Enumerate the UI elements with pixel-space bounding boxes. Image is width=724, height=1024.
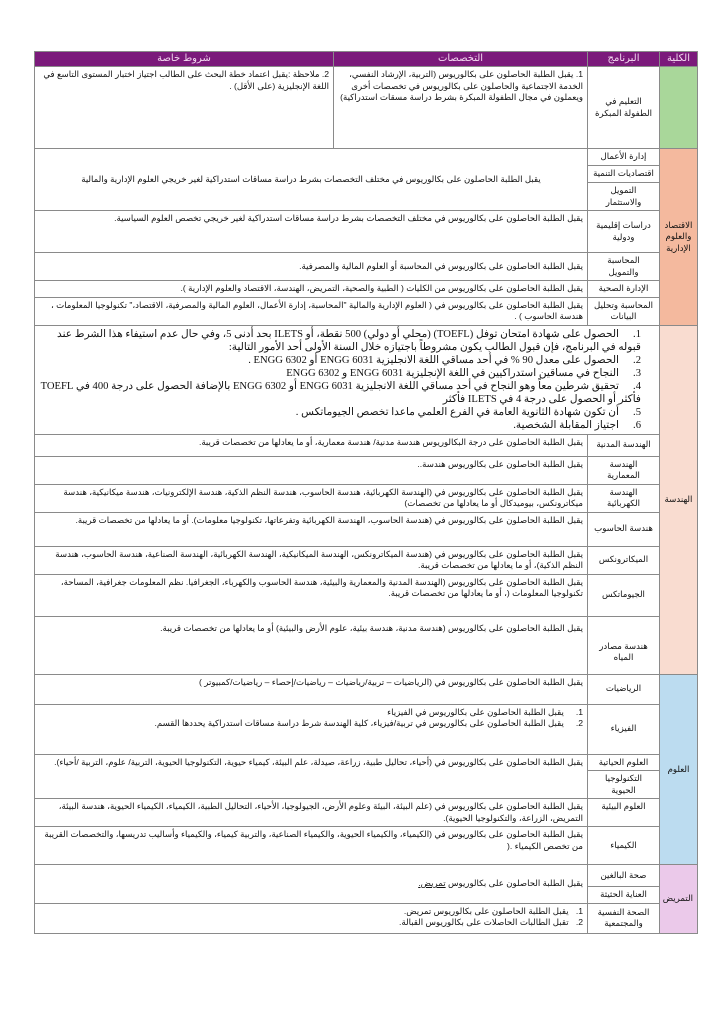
program-cell: الجيوماتكس [588,574,660,616]
general-conditions-list [39,328,655,432]
specialization-cell: يقبل الطلبة الحاصلون على بكالوريوس في ( العلوم الإدارية والمالية "المحاسبة، إدارة الأعمال، العلوم المالية والمصرفية، الاقتصاد،" تكنولوجيا المعلومات ، هندسة الحاسوب ) . [35,297,588,325]
item-number: 6. [633,419,641,431]
program-cell: الهندسة المعمارية [588,456,660,484]
header-faculty: الكلية [660,52,698,67]
program-cell: الهندسة المدنية [588,434,660,456]
table-row [35,325,698,434]
specialization-cell: يقبل الطلبة الحاصلون على بكالوريوس في (هندسة الحاسوب، الهندسة الكهربائية وتفرعاتها، تكنولوجيا معلومات). أو ما يعادلها من تخصصات قريبة. [35,512,588,546]
item-number: 1. [575,905,583,916]
program-cell: التعليم في الطفولة المبكرة [588,67,660,149]
specialization-cell [35,704,588,754]
header-special-conditions: شروط خاصة [35,52,334,67]
item-number: 1. [633,328,641,340]
program-cell: الصحة النفسية والمجتمعية [588,903,660,933]
list-item [39,380,641,406]
list-item [39,707,583,719]
item-number: 2. [633,354,641,366]
program-cell: صحة البالغين [588,865,660,887]
specialization-cell: يقبل الطلبة الحاصلون على بكالوريوس في (الكيمياء، والكيمياء الحيوية، والكيمياء الصناعية، والتربية كيمياء، والكيمياء وأساليب تدريسها، والتخصصات القريبة من تخصص الكيمياء .( [35,827,588,865]
list-item [39,906,583,918]
program-cell: إدارة الأعمال [588,149,660,166]
program-cell: المحاسبة والتمويل [588,253,660,281]
specialization-cell: يقبل الطلبة الحاصلون على بكالوريوس في مختلف التخصصات بشرط دراسة مساقات استدراكية لغير خريجي العلوم الإدارية والمالية [35,149,588,211]
table-row [35,574,698,616]
item-number: 2. [575,718,583,728]
item-number: 1. [575,706,583,717]
program-cell: التمويل والاستثمار [588,183,660,211]
specialization-cell [35,903,588,933]
item-number: 5. [633,406,641,418]
list-item [39,367,641,380]
specialization-cell: يقبل الطلبة الحاصلون على بكالوريوس (هندسة مدنية، هندسة بيئية، علوم الأرض والبيئية) أو ما يعادلها من تخصصات قريبة. [35,616,588,674]
faculty-economics-cell: الاقتصاد والعلوم الإدارية [660,149,698,326]
specialization-cell: يقبل الطلبة الحاصلون على بكالوريوس في مختلف التخصصات بشرط دراسة مساقات استدراكية لغير خريجي تخصص العلوم السياسية. [35,211,588,253]
table-row [35,253,698,281]
table-row [35,704,698,754]
table-row [35,67,698,149]
list-item [39,917,583,929]
program-cell: الكيمياء [588,827,660,865]
item-text: النجاح في مساقين استدراكيين في اللغة الإنجليزية ENGG 6031 و ENGG 6302 [286,367,619,379]
list-item [39,406,641,419]
header-specializations: التخصصات [334,52,588,67]
specialization-cell: يقبل الطلبة الحاصلون على بكالوريوس في (علم البيئة، البيئة وعلوم الأرض، الجيولوجيا، الأحياء، التحاليل الطبية، الكيمياء، الكيمياء الحيوية، هندسة البيئة، التمريض، الزراعة، والتكنولوجيا الحيوية). [35,799,588,827]
item-number: 2. [575,917,583,927]
program-cell: العلوم الحياتية [588,754,660,771]
specialization-cell: يقبل الطلبة الحاصلون على بكالوريوس (الهندسة المدنية والمعمارية والبيئية، هندسة الحاسوب والكهرباء، الجغرافيا. نظم المعلومات جغرافية، المساحة، تكنولوجيا المعلومات (، أو ما يعادلها من تخصصات قريبة. [35,574,588,616]
faculty-education-cell [660,67,698,149]
program-cell: دراسات إقليمية ودولية [588,211,660,253]
program-cell: العناية الحثيثة [588,887,660,904]
table-row [35,865,698,887]
list-item [39,328,641,354]
specialization-cell [334,67,588,149]
table-row [35,456,698,484]
faculty-sciences-cell: العلوم [660,674,698,865]
specialization-cell: يقبل الطلبة الحاصلون على بكالوريوس في (الرياضيات – تربية/رياضيات – رياضيات/إحصاء – رياضيات/كمبيوتر ) [35,674,588,704]
admission-requirements-table [34,51,698,934]
specialization-cell: يقبل الطلبة الحاصلون على بكالوريوس هندسة.. [35,456,588,484]
table-row [35,827,698,865]
faculty-nursing-cell: التمريض [660,865,698,934]
specialization-cell [35,865,588,904]
specialization-cell: يقبل الطلبة الحاصلون على بكالوريوس في (الهندسة الكهربائية، هندسة الحاسوب، هندسة النظم الذكية، هندسة الإلكترونيات، هندسة ميكانيكية، هندسة ميكاترونكس، بيوميدكال أو ما يعادلها من تخصصات) [35,484,588,512]
item-text: يقبل الطلبة الحاصلون على بكالوريوس في الفيزياء [387,706,564,717]
program-cell: الهندسة الكهربائية [588,484,660,512]
table-row [35,484,698,512]
special-conditions-cell [35,67,334,149]
table-row [35,754,698,771]
item-text: يقبل الطلبة الحاصلون على بكالوريوس في تربية/فيزياء، كلية الهندسة شرط دراسة مساقات استدراكية يحددها القسم. [154,718,564,728]
condition-text: ملاحظة :يقبل اعتماد خطة البحث على الطالب اجتياز اختبار المستوى التاسع في اللغة الإنجليزية (على الأقل) . [43,69,329,91]
item-number: 3. [633,367,641,379]
list-item [39,354,641,367]
program-cell: هندسة مصادر المياه [588,616,660,674]
item-text: تقبل الطالبات الحاصلات على بكالوريوس القبالة. [398,917,569,927]
table-row [35,297,698,325]
specialization-cell: يقبل الطلبة الحاصلون على بكالوريوس في (أحياء، تحاليل طبية، زراعة، صيدلة، علم البيئة، كيمياء حيوية، التكنولوجيا الحيوية، التربية/ علوم، التربية /أحياء). [35,754,588,799]
table-row [35,799,698,827]
header-program: البرنامج [588,52,660,67]
item-number: 2. [321,69,329,79]
list-item [39,419,641,432]
table-row [35,512,698,546]
table-row [35,546,698,574]
program-cell: العلوم البيئية [588,799,660,827]
item-text: أن تكون شهادة الثانوية العامة في الفرع العلمي ماعدا تخصص الجيوماتكس . [295,406,619,418]
program-cell: الرياضيات [588,674,660,704]
specialization-underlined: تمريض. [418,878,446,888]
table-row [35,616,698,674]
item-text: تحقيق شرطين معاً وهو النجاح في أحد مساقي اللغة الانجليزية ENGG 6031 أو ENGG 6302 بالإضافة الحصول على درجة 400 في TOEFL فأكثر أو الحصول على درجة 4 في ILETS فأكثر [40,380,641,405]
program-cell: اقتصاديات التنمية [588,166,660,183]
table-row [35,674,698,704]
item-number: 1. [575,69,583,79]
item-text: الحصول على معدل 90 % في أحد مساقي اللغة الانجليزية ENGG 6031 أو ENGG 6302 . [248,354,619,366]
list-item [39,718,583,730]
specialization-text: يقبل الطلبة الحاصلون على بكالوريوس (التربية، الإرشاد النفسي، الخدمة الاجتماعية والحاصلون على بكالوريوس في تخصصات أخرى ويعملون في مجال الطفولة المبكرة بشرط دراسة مسقات استدراكية) [340,69,583,102]
table-row [35,149,698,166]
program-cell: التكنولوجيا الحيوية [588,771,660,799]
item-text: يقبل الطلبة الحاصلون على بكالوريوس تمريض. [403,905,569,916]
item-text: اجتياز المقابلة الشخصية. [513,419,619,431]
program-cell: الفيزياء [588,704,660,754]
specialization-cell: يقبل الطلبة الحاصلون على بكالوريوس في المحاسبة أو العلوم المالية والمصرفية. [35,253,588,281]
engineering-general-conditions-cell [35,325,660,434]
item-text: الحصول على شهادة امتحان توفل (TOEFL) (محلي أو دولي) 500 نقطة، أو ILETS بحد أدنى 5، وفي حال عدم استيفاء هذا الشرط عند قبوله في البرنامج، فإن قبول الطالب يكون مشروطاً باجتيازه خلال السنة الأولى أحد الأمور التالية: [57,328,641,353]
specialization-cell: يقبل الطلبة الحاصلون على درجة البكالوريوس هندسة مدنية/ هندسة معمارية، أو ما يعادلها من تخصصات قريبة. [35,434,588,456]
program-cell: الميكاترونكس [588,546,660,574]
specialization-text: يقبل الطلبة الحاصلون على بكالوريوس [445,878,583,888]
specialization-cell: يقبل الطلبة الحاصلون على بكالوريوس في (هندسة الميكاترونكس، الهندسة الميكانيكية، الهندسة الكهربائية، الهندسة الصناعية، هندسة الحاسوب، هندسة النظم الذكية)، أو ما يعادلها من تخصصات قريبة. [35,546,588,574]
specialization-cell: يقبل الطلبة الحاصلون على بكالوريوس من الكليات ( الطبية والصحية، التمريض، الهندسة، الاقتصاد والعلوم الإدارية ). [35,281,588,298]
program-cell: هندسة الحاسوب [588,512,660,546]
table-row [35,211,698,253]
item-number: 4. [633,380,641,392]
faculty-engineering-cell: الهندسة [660,325,698,674]
table-row [35,434,698,456]
table-row [35,903,698,933]
table-row [35,281,698,298]
header-row [35,52,698,67]
program-cell: المحاسبة وتحليل البيانات [588,297,660,325]
program-cell: الإدارة الصحية [588,281,660,298]
